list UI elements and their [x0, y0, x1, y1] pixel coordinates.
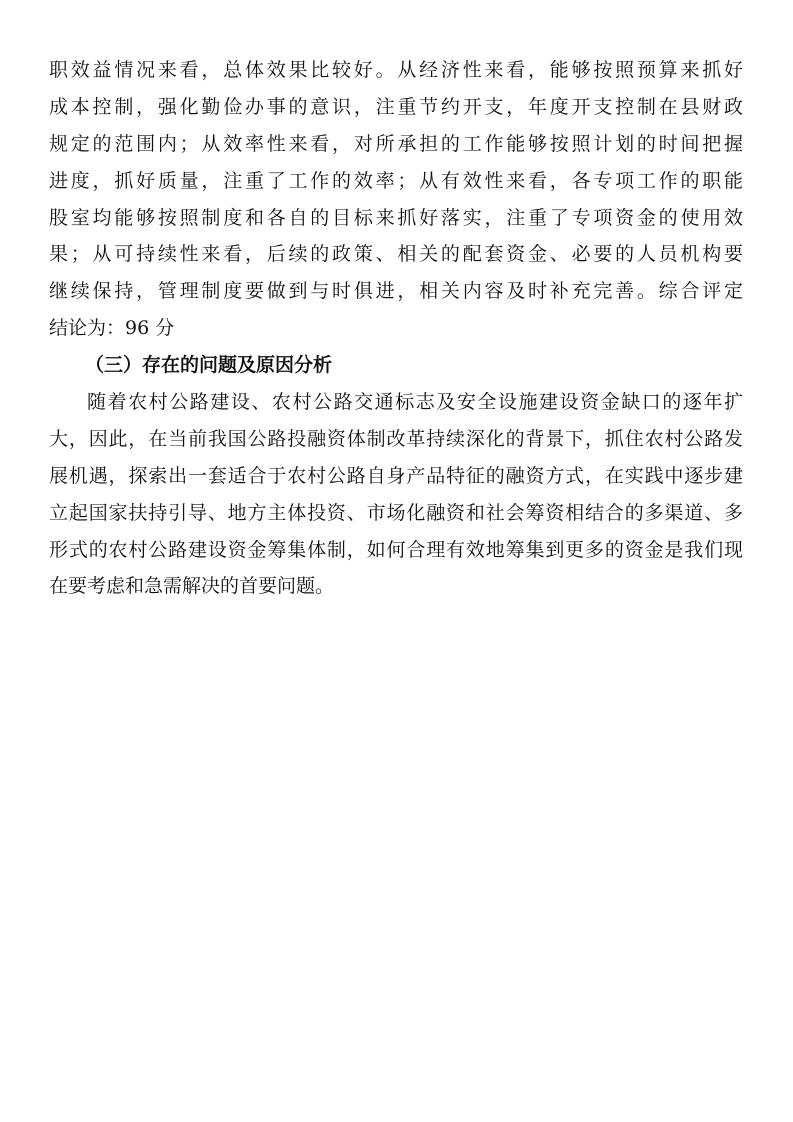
text-line: 大，因此，在当前我国公路投融资体制改革持续深化的背景下，抓住农村公路发	[49, 427, 743, 450]
text-line: 形式的农村公路建设资金筹集体制，如何合理有效地筹集到更多的资金是我们现	[49, 538, 743, 561]
text-line: 展机遇，探索出一套适合于农村公路自身产品特征的融资方式，在实践中逐步建	[49, 464, 743, 487]
text-line: 立起国家扶持引导、地方主体投资、市场化融资和社会筹资相结合的多渠道、多	[49, 501, 743, 524]
text-line: 规定的范围内；从效率性来看，对所承担的工作能够按照计划的时间把握	[49, 132, 743, 155]
paragraph-evaluation-conclusion	[49, 52, 743, 347]
text-line: 结论为：96 分	[49, 317, 175, 340]
text-line: 果；从可持续性来看，后续的政策、相关的配套资金、必要的人员机构要	[49, 243, 743, 266]
text-line: 在要考虑和急需解决的首要问题。	[49, 575, 335, 598]
text-line: 继续保持，管理制度要做到与时俱进，相关内容及时补充完善。综合评定	[49, 280, 743, 303]
section-heading: （三）存在的问题及原因分析	[85, 354, 333, 377]
paragraph-problems-analysis	[49, 384, 743, 605]
text-line: 成本控制，强化勤俭办事的意识，注重节约开支，年度开支控制在县财政	[49, 95, 743, 118]
document-body	[49, 52, 743, 605]
text-line: 随着农村公路建设、农村公路交通标志及安全设施建设资金缺口的逐年扩	[87, 391, 743, 414]
text-line: 股室均能够按照制度和各自的目标来抓好落实，注重了专项资金的使用效	[49, 206, 743, 229]
text-line: 职效益情况来看，总体效果比较好。从经济性来看，能够按照预算来抓好	[49, 59, 743, 81]
text-line: 进度，抓好质量，注重了工作的效率；从有效性来看，各专项工作的职能	[49, 169, 743, 192]
